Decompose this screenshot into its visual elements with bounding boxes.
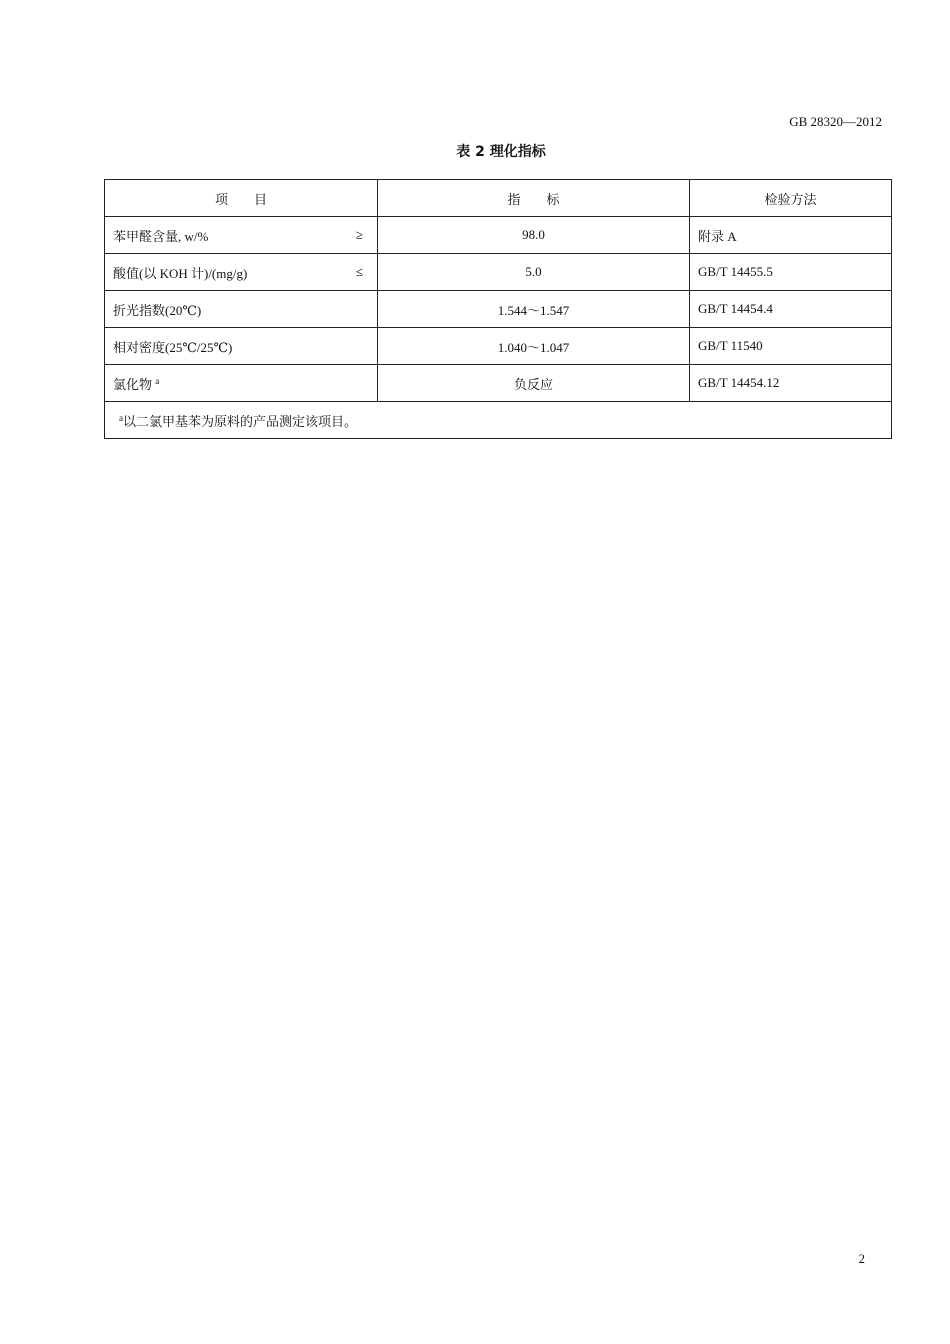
table-row	[105, 365, 892, 402]
column-header-index: 指 标	[378, 180, 690, 217]
value-cell: 5.0	[378, 254, 690, 291]
table-header-row	[105, 180, 892, 217]
value-cell: 1.544～1.547	[378, 291, 690, 328]
standard-number: GB 28320—2012	[789, 114, 882, 129]
method-cell: GB/T 14454.12	[690, 365, 892, 402]
value-cell: 负反应	[378, 365, 690, 402]
page-number: 2	[858, 1251, 865, 1266]
item-text: 氯化物	[113, 376, 153, 392]
footnote-text: 以二氯甲基苯为原料的产品测定该项目。	[123, 413, 358, 429]
item-cell	[105, 254, 378, 291]
item-label: 折光指数(20℃)	[113, 302, 202, 318]
specification-table	[104, 179, 892, 439]
item-cell	[105, 217, 378, 254]
relation-symbol: ≤	[355, 264, 363, 279]
table-title: 表 2 理化指标	[456, 144, 546, 160]
footnote-mark: a	[119, 412, 123, 423]
table-row	[105, 217, 892, 254]
value-cell: 1.040～1.047	[378, 328, 690, 365]
footnote-cell	[105, 402, 892, 439]
column-header-item: 项 目	[105, 180, 378, 217]
table-row	[105, 291, 892, 328]
method-cell: 附录 A	[690, 217, 892, 254]
footnote-marker: a	[155, 375, 160, 386]
item-label: 苯甲醛含量, w/%	[113, 228, 209, 244]
relation-symbol: ≥	[355, 227, 363, 242]
method-cell: GB/T 11540	[690, 328, 892, 365]
item-cell	[105, 328, 378, 365]
footnote-row	[105, 402, 892, 439]
item-label: 相对密度(25℃/25℃)	[113, 339, 233, 355]
item-cell	[105, 291, 378, 328]
value-cell: 98.0	[378, 217, 690, 254]
item-cell	[105, 365, 378, 402]
table-row	[105, 254, 892, 291]
column-header-method: 检验方法	[690, 180, 892, 217]
method-cell: GB/T 14455.5	[690, 254, 892, 291]
item-label	[113, 374, 159, 393]
item-label: 酸值(以 KOH 计)/(mg/g)	[113, 265, 248, 281]
table-row	[105, 328, 892, 365]
method-cell: GB/T 14454.4	[690, 291, 892, 328]
